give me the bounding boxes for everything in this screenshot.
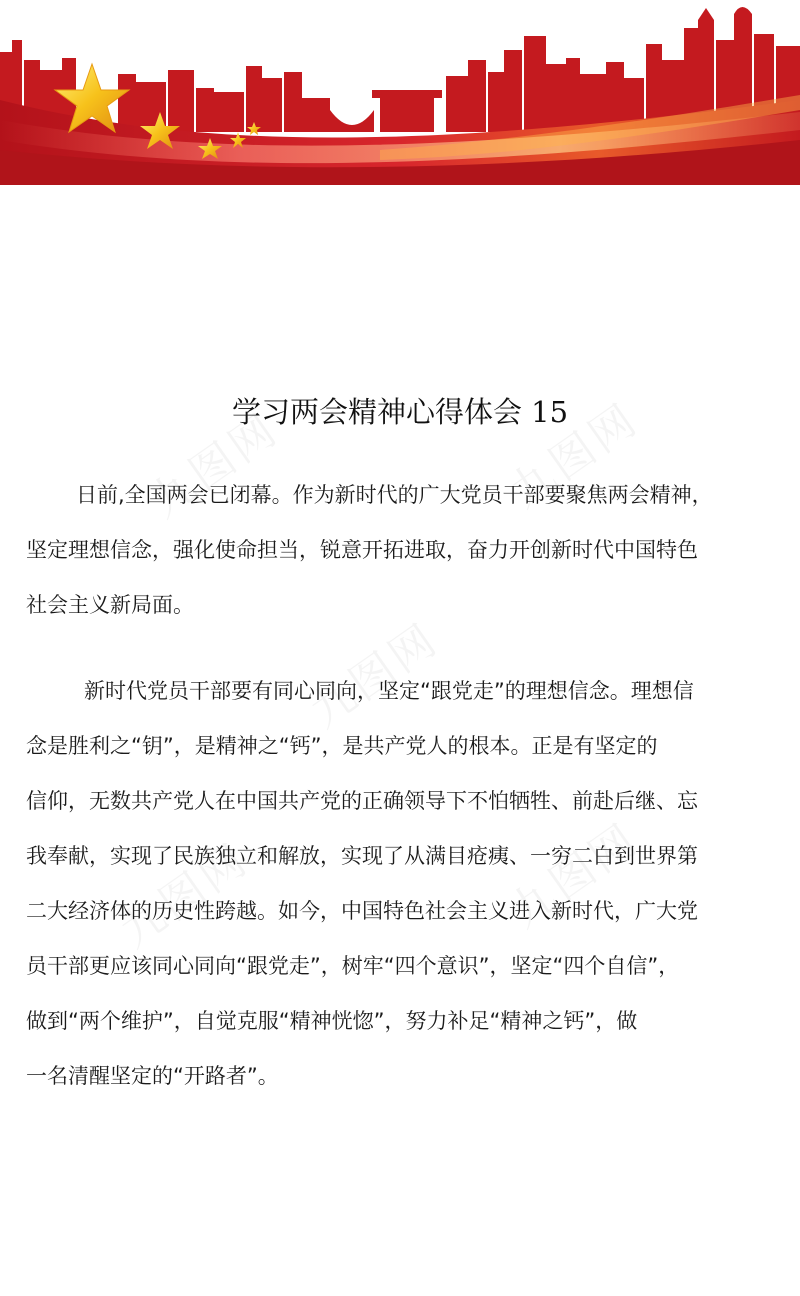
paragraph-line: 信仰，无数共产党人在中国共产党的正确领导下不怕牺牲、前赴后继、忘 (26, 789, 698, 813)
paragraph-1 (26, 468, 778, 633)
paragraph-line: 一名清醒坚定的“开路者”。 (26, 1064, 279, 1088)
paragraph-line: 新时代党员干部要有同心同向，坚定“跟党走”的理想信念。理想信 (84, 679, 694, 703)
skyline-ribbon-graphic (0, 0, 800, 185)
paragraph-line: 念是胜利之“钥”，是精神之“钙”，是共产党人的根本。正是有坚定的 (26, 734, 658, 758)
paragraph-line: 日前,全国两会已闭幕。作为新时代的广大党员干部要聚焦两会精神， (76, 483, 713, 507)
paragraph-2 (26, 664, 778, 1104)
paragraph-line: 我奉献，实现了民族独立和解放，实现了从满目疮痍、一穷二白到世界第 (26, 844, 698, 868)
header-banner (0, 0, 800, 185)
paragraph-line: 做到“两个维护”，自觉克服“精神恍惚”，努力补足“精神之钙”，做 (26, 1009, 638, 1033)
document-title: 学习两会精神心得体会 15 (231, 395, 569, 429)
paragraph-line: 员干部更应该同心同向“跟党走”，树牢“四个意识”，坚定“四个自信”， (26, 954, 680, 978)
paragraph-line: 二大经济体的历史性跨越。如今，中国特色社会主义进入新时代，广大党 (26, 899, 698, 923)
paragraph-line: 社会主义新局面。 (26, 593, 194, 617)
paragraph-line: 坚定理想信念，强化使命担当，锐意开拓进取，奋力开创新时代中国特色 (26, 538, 698, 562)
